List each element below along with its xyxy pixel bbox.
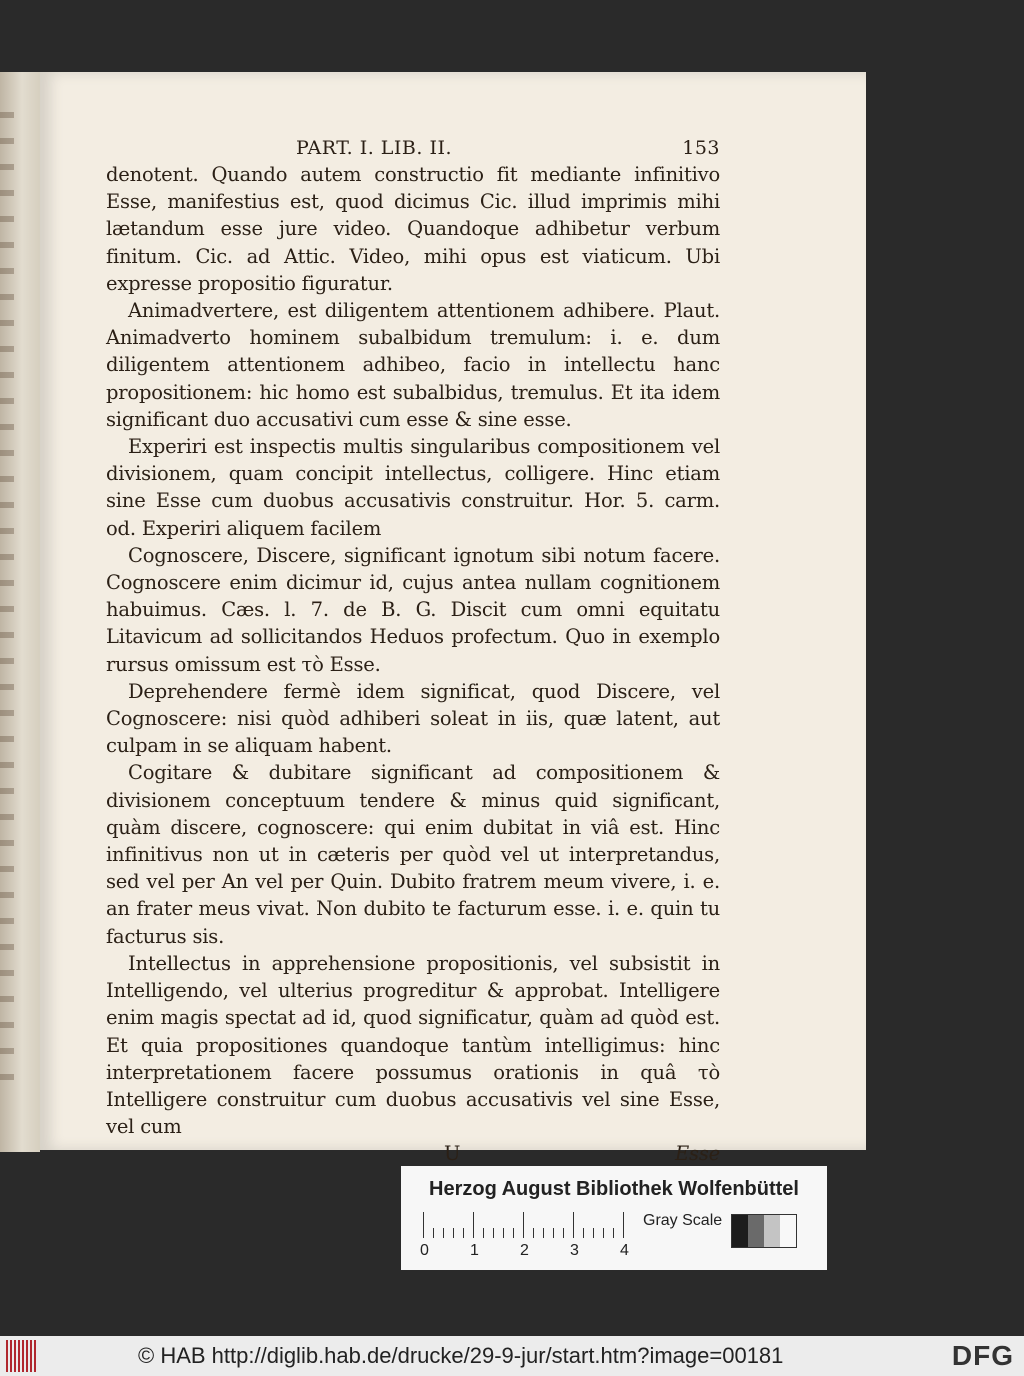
ruler-label: 2 (520, 1242, 529, 1259)
paragraph: Intellectus in apprehensione propositionis, vel subsistit in Intelligendo, vel ulterius progreditur & approbat. Intelligere enim magis spectat ad id, quod significatur, quàm ad quòd est. Et quia propositiones quandoque tantùm intelligimus: hinc interpretationem facere possumus orationis in quâ τὸ Intelligere construitur cum duobus accusativis vel sine Esse, vel cum (106, 951, 720, 1139)
signature-mark: U (444, 1142, 461, 1166)
viewer-footer (0, 1336, 1024, 1376)
gray-scale-swatches (731, 1214, 797, 1248)
page-text-block (106, 135, 720, 1168)
running-header (106, 135, 720, 161)
page-footer-line (106, 1140, 720, 1167)
hab-logo-icon (6, 1340, 38, 1372)
ruler-label: 1 (470, 1242, 479, 1259)
paragraph: denotent. Quando autem constructio fit mediante infinitivo Esse, manifestius est, quod dicimus Cic. illud imprimis mihi lætandum esse jure video. Quandoque adhibetur verbum finitum. Cic. ad Attic. Video, mihi opus est viaticum. Ubi expresse propositio figuratur. (106, 163, 720, 295)
ruler-labels (420, 1242, 660, 1262)
paragraph: Animadvertere, est diligentem attentionem adhibere. Plaut. Animadverto hominem subalbidum tremulum: i. e. dum diligentem attentionem adhibeo, facio in intellectu hanc propositionem: hic homo est subalbidus, tremulus. Et ita idem significant duo accusativi cum esse & sine esse. (106, 299, 720, 431)
color-checker-card (401, 1166, 827, 1270)
paragraph: Cogitare & dubitare significant ad compositionem & divisionem conceptuum tendere & minus quid significant, quàm discere, cognoscere: qui enim dubitat in viâ est. Hinc infinitivus non ut in cæteris per quòd vel ut interpretandus, sed vel per An vel per Quin. Dubito fratrem meum vivere, i. e. an frater meus vivat. Non dubito te facturum esse. i. e. quin tu facturus sis. (106, 761, 720, 948)
gray-swatch (748, 1215, 764, 1247)
gray-swatch (764, 1215, 780, 1247)
book-page (40, 72, 866, 1166)
copyright-link[interactable]: © HAB http://diglib.hab.de/drucke/29-9-jur/start.htm?image=00181 (138, 1343, 784, 1368)
gray-swatch (732, 1215, 748, 1247)
gray-swatch (780, 1215, 796, 1247)
gray-scale-label: Gray Scale (643, 1212, 723, 1229)
facing-page-text-fragment (0, 112, 14, 1092)
ruler-label: 0 (420, 1242, 429, 1259)
paragraph: Cognoscere, Discere, significant ignotum sibi notum facere. Cognoscere enim dicimur id, cujus antea nullam cognitionem habuimus. Cæs. l. 7. de B. G. Discit cum omni equitatu Litavicum ad sollicitandos Heduos profectum. Quo in exemplo rursus omissum est τὸ Esse. (106, 543, 720, 676)
catchword: Esse (675, 1142, 720, 1166)
ruler-label: 4 (620, 1242, 629, 1259)
facing-page-edge (0, 72, 40, 1152)
ruler-label: 3 (570, 1242, 579, 1259)
scale-ruler (423, 1210, 629, 1238)
library-name: Herzog August Bibliothek Wolfenbüttel (429, 1178, 799, 1200)
paragraph: Deprehendere fermè idem significat, quod Discere, vel Cognoscere: nisi quòd adhiberi soleat in iis, quæ latent, aut culpam in se aliquam habent. (106, 679, 720, 758)
dfg-logo: DFG (951, 1340, 1014, 1371)
page-number: 153 (682, 137, 720, 159)
running-head: PART. I. LIB. II. (296, 137, 452, 159)
paragraph: Experiri est inspectis multis singularibus compositionem vel divisionem, quam concipit intellectus, colligere. Hinc etiam sine Esse cum duobus accusativis construitur. Hor. 5. carm. od. Experiri aliquem facilem (106, 435, 720, 540)
